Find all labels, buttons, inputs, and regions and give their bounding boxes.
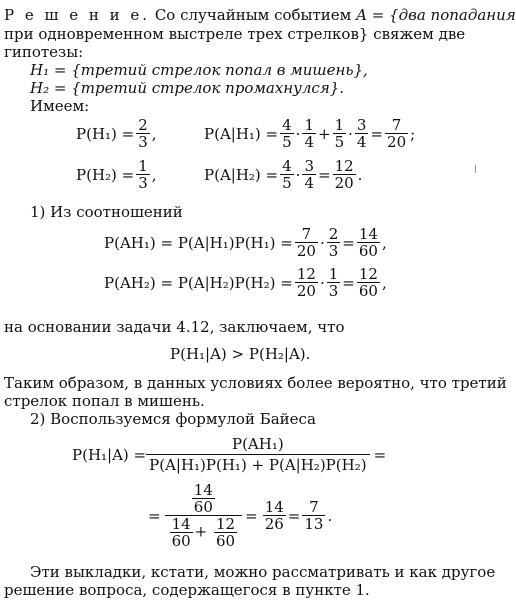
frac <box>302 117 316 150</box>
frac-den: 3 <box>138 133 148 151</box>
frac <box>302 158 316 191</box>
frac-num: 1 <box>334 116 345 134</box>
conclusion-line-2: стрелок попал в мишень. <box>4 392 205 410</box>
nested-numerator <box>165 482 243 516</box>
frac-num: 12 <box>358 265 378 283</box>
frac <box>333 117 347 150</box>
frac <box>295 226 318 259</box>
conclusion-line-1: Таким образом, в данных условиях более вероятно, что третий <box>4 374 507 392</box>
frac-den: 3 <box>328 282 339 300</box>
frac-den: 4 <box>304 133 314 151</box>
final-line-1: Эти выкладки, кстати, можно рассматривать и как другое <box>30 563 496 581</box>
frac-num: 7 <box>302 499 325 516</box>
frac-den: 5 <box>334 133 345 151</box>
frac <box>214 516 237 549</box>
frac-den: 60 <box>171 532 191 550</box>
imeem-label: Имеем: <box>30 97 90 115</box>
nested-denominator: $\frac{14}{60}$ + $\frac{12}{60}$ <box>171 515 236 550</box>
bayes-fraction <box>146 434 369 475</box>
frac <box>327 226 341 259</box>
final-line-2: решение вопроса, содержащегося в пункте 1. <box>4 581 370 599</box>
pH1-fraction <box>136 117 150 150</box>
frac <box>327 266 341 299</box>
frac <box>192 482 215 515</box>
frac <box>333 158 356 191</box>
frac-den: 20 <box>334 174 354 192</box>
bayes-lhs: P(H₁|A) = <box>72 445 147 464</box>
frac-den: 20 <box>296 242 316 260</box>
formula-pAH1-joint: P(AH₁) = P(A|H₁)P(H₁) = $\frac{7}{20}$ · $\frac{2}{3}$ = $\frac{14}{60}$ , <box>104 225 387 260</box>
frac-den: 60 <box>358 242 378 260</box>
frac <box>280 158 294 191</box>
bayes-numerator: P(AH₁) <box>146 434 369 455</box>
frac-den: 60 <box>358 282 378 300</box>
frac-den: 13 <box>304 515 324 533</box>
frac <box>302 499 325 532</box>
basis-text: на основании задачи 4.12, заключаем, что <box>4 318 345 336</box>
frac-num: 3 <box>356 116 367 134</box>
intro-line-2: при одновременном выстреле трех стрелков} свяжем две <box>4 25 466 43</box>
frac-num: 1 <box>304 116 314 134</box>
frac-den: 5 <box>282 174 292 192</box>
frac <box>355 117 369 150</box>
frac <box>357 226 380 259</box>
e1-lhs: P(AH₁) = P(A|H₁)P(H₁) = <box>104 233 293 252</box>
frac-num: 1 <box>328 265 339 283</box>
pH2-fraction <box>136 158 150 191</box>
frac-den: 3 <box>328 242 339 260</box>
frac-num: 12 <box>296 265 316 283</box>
frac-num: 2 <box>138 116 148 134</box>
bayes-result: = $\frac{14}{60}$ $\frac{14}{60}$ + $\frac{12}{60}$ = $\frac{14}{26}$ = $\frac{7}{13}$ . <box>148 481 333 550</box>
formula-pAH1: P(A|H₁) = $\frac{4}{5}$ · $\frac{1}{4}$ + $\frac{1}{5}$ · $\frac{3}{4}$ = $\frac{7}{20}$ ; <box>204 116 416 151</box>
bayes-formula <box>72 434 386 475</box>
solution-heading: Р е ш е н и е. <box>4 6 151 24</box>
e2-lhs: P(AH₂) = P(A|H₂)P(H₂) = <box>104 273 293 292</box>
formula-pAH2-joint: P(AH₂) = P(A|H₂)P(H₂) = $\frac{12}{20}$ · $\frac{1}{3}$ = $\frac{12}{60}$ , <box>104 265 387 300</box>
event-a-definition: A = {два попадания <box>356 6 516 24</box>
frac <box>357 266 380 299</box>
pAH1-lhs: P(A|H₁) = <box>204 124 279 143</box>
frac-num: 4 <box>282 116 292 134</box>
margin-mark <box>469 165 476 173</box>
hypothesis-h2: H₂ = {третий стрелок промахнулся}. <box>30 79 345 97</box>
formula-pH1: P(H₁) = $\frac{2}{3}$ , <box>76 116 157 151</box>
frac <box>280 117 294 150</box>
inequality: P(H₁|A) > P(H₂|A). <box>170 345 311 363</box>
frac-num: 14 <box>358 225 378 243</box>
step-2-label: 2) Воспользуемся формулой Байеса <box>30 410 316 428</box>
frac-den: 3 <box>138 174 148 192</box>
intro-line-1 <box>4 6 516 24</box>
frac <box>263 499 286 532</box>
frac <box>295 266 318 299</box>
bayes-equals: = <box>373 445 387 464</box>
frac-num: 4 <box>282 157 292 175</box>
frac-den: 4 <box>304 174 314 192</box>
formula-pH2: P(H₂) = $\frac{1}{3}$ , <box>76 157 157 192</box>
frac-num: 12 <box>216 515 236 533</box>
frac-den: 20 <box>296 282 316 300</box>
nested-fraction <box>165 482 243 549</box>
frac-num: 14 <box>193 481 213 499</box>
pH2-lhs: P(H₂) = <box>76 165 135 184</box>
intro-line-3: гипотезы: <box>4 43 84 61</box>
frac-num: 7 <box>295 226 318 243</box>
frac <box>385 117 408 150</box>
intro-text: Со случайным событием <box>154 6 352 24</box>
pH1-lhs: P(H₁) = <box>76 124 135 143</box>
hypothesis-h1: H₁ = {третий стрелок попал в мишень}, <box>30 61 368 79</box>
pAH2-lhs: P(A|H₂) = <box>204 165 279 184</box>
frac-num: 12 <box>334 157 354 175</box>
frac-den: 5 <box>282 133 292 151</box>
frac-num: 7 <box>385 117 408 134</box>
frac-den: 4 <box>356 133 367 151</box>
frac-den: 26 <box>264 515 284 533</box>
equals-sign: = <box>148 506 161 525</box>
formula-pAH2: P(A|H₂) = $\frac{4}{5}$ · $\frac{3}{4}$ = $\frac{12}{20}$ . <box>204 157 363 192</box>
step-1-label: 1) Из соотношений <box>30 203 183 221</box>
frac-num: 14 <box>171 515 191 533</box>
frac <box>170 516 193 549</box>
frac-num: 14 <box>264 498 284 516</box>
frac-den: 60 <box>216 532 236 550</box>
frac-num: 1 <box>138 157 148 175</box>
frac-num: 3 <box>304 157 314 175</box>
frac-den: 20 <box>387 133 407 151</box>
frac-den: 60 <box>193 498 213 516</box>
bayes-denominator: P(A|H₁)P(H₁) + P(A|H₂)P(H₂) <box>149 456 367 474</box>
frac-num: 2 <box>328 225 339 243</box>
